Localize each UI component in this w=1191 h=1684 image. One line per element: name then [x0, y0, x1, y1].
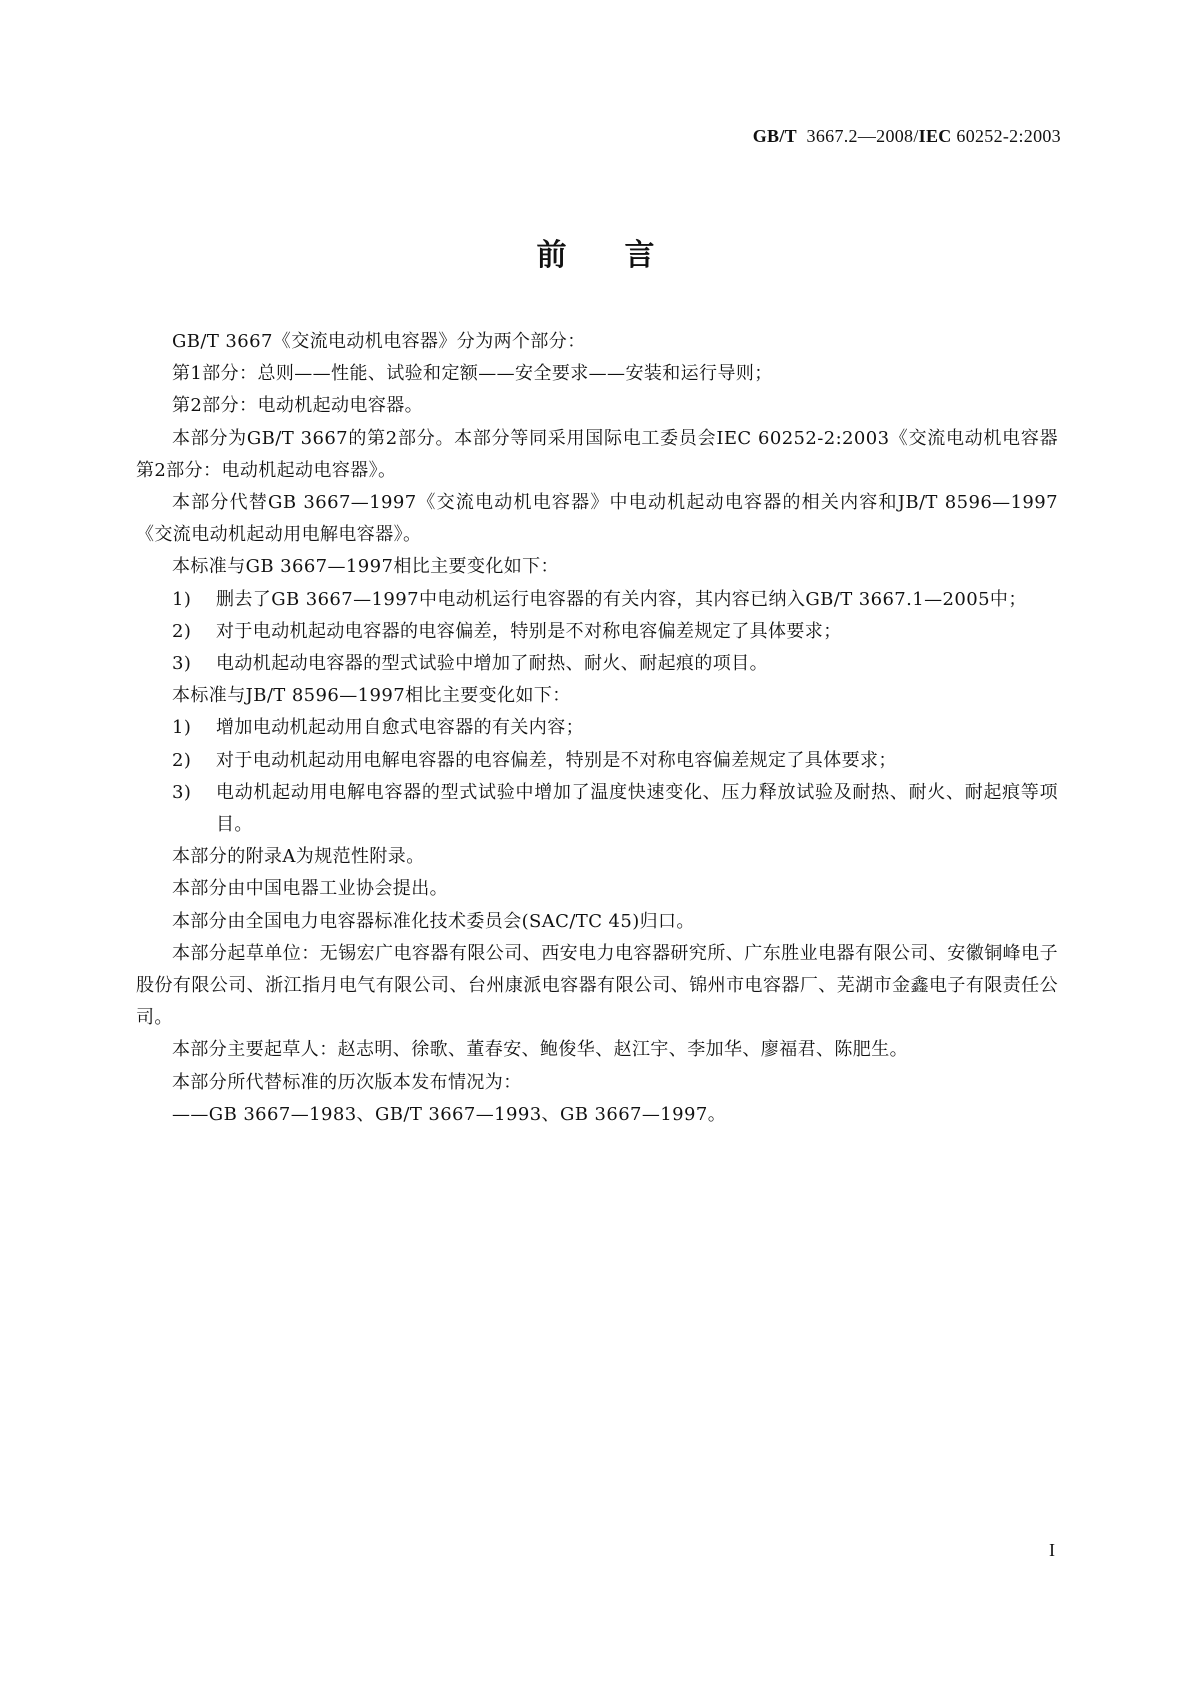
paragraph: GB/T 3667《交流电动机电容器》分为两个部分：: [172, 331, 586, 352]
list-item-number: 2): [172, 749, 192, 771]
list-item-number: 3): [172, 781, 192, 803]
list-item: [136, 584, 1058, 616]
std-code-suffix: 60252-2:2003: [956, 126, 1061, 146]
list-item-text: 电动机起动电容器的型式试验中增加了耐热、耐火、耐起痕的项目。: [216, 653, 768, 675]
paragraph: 本部分由中国电器工业协会提出。: [172, 878, 448, 900]
list-item: [136, 745, 1058, 777]
list-item-number: 1): [172, 588, 192, 610]
paragraph: 本部分代替GB 3667—1997《交流电动机电容器》中电动机起动电容器的相关内容和JB/T 8596—1997《交流电动机起动用电解电容器》。: [136, 492, 1058, 546]
list-item-number: 1): [172, 717, 192, 739]
list-item-text: 对于电动机起动电容器的电容偏差，特别是不对称电容偏差规定了具体要求；: [216, 620, 842, 642]
list-item-text: 增加电动机起动用自愈式电容器的有关内容；: [216, 717, 584, 739]
list-item-text: 删去了GB 3667—1997中电动机运行电容器的有关内容，其内容已纳入GB/T 3667.1—2005中；: [216, 588, 1027, 610]
list-item-text: 电动机起动用电解电容器的型式试验中增加了温度快速变化、压力释放试验及耐热、耐火、耐起痕等项目。: [216, 781, 1058, 836]
list-item: [136, 712, 1058, 744]
list-item: [136, 648, 1058, 680]
list-item-text: 对于电动机起动用电解电容器的电容偏差，特别是不对称电容偏差规定了具体要求；: [216, 749, 897, 771]
paragraph: 本部分所代替标准的历次版本发布情况为：: [172, 1071, 522, 1093]
std-code-prefix: GB/T: [752, 126, 797, 146]
paragraph: 本标准与GB 3667—1997相比主要变化如下：: [172, 556, 559, 578]
paragraph: ——GB 3667—1983、GB/T 3667—1993、GB 3667—1997。: [172, 1103, 727, 1125]
list-item: [136, 777, 1058, 841]
std-code-number: 3667.2—2008/: [806, 126, 919, 146]
document-body: [136, 326, 1077, 1131]
std-code-iec: IEC: [918, 126, 952, 146]
paragraph: 第1部分：总则——性能、试验和定额——安全要求——安装和运行导则；: [172, 363, 773, 385]
paragraph: 第2部分：电动机起动电容器。: [172, 395, 424, 417]
paragraph: 本部分由全国电力电容器标准化技术委员会(SAC/TC 45)归口。: [172, 910, 695, 932]
paragraph: 本部分为GB/T 3667的第2部分。本部分等同采用国际电工委员会IEC 60252-2:2003《交流电动机电容器 第2部分：电动机起动电容器》。: [136, 427, 1077, 481]
page-title: 前言: [536, 238, 713, 273]
paragraph: 本部分主要起草人：赵志明、徐歌、董春安、鲍俊华、赵江宇、李加华、廖福君、陈肥生。: [172, 1039, 908, 1061]
list-item-number: 2): [172, 620, 192, 642]
list-item-number: 3): [172, 653, 192, 675]
paragraph: 本标准与JB/T 8596—1997相比主要变化如下：: [172, 685, 571, 707]
paragraph: 本部分起草单位：无锡宏广电容器有限公司、西安电力电容器研究所、广东胜业电器有限公司、安徽铜峰电子股份有限公司、浙江指月电气有限公司、台州康派电容器有限公司、锦州市电容器厂、芜湖市金鑫电子有限责任公司。: [136, 942, 1058, 1029]
page-number: I: [1049, 1540, 1055, 1560]
paragraph: 本部分的附录A为规范性附录。: [172, 846, 425, 868]
list-item: [136, 616, 1058, 648]
standard-code: [753, 126, 1061, 147]
